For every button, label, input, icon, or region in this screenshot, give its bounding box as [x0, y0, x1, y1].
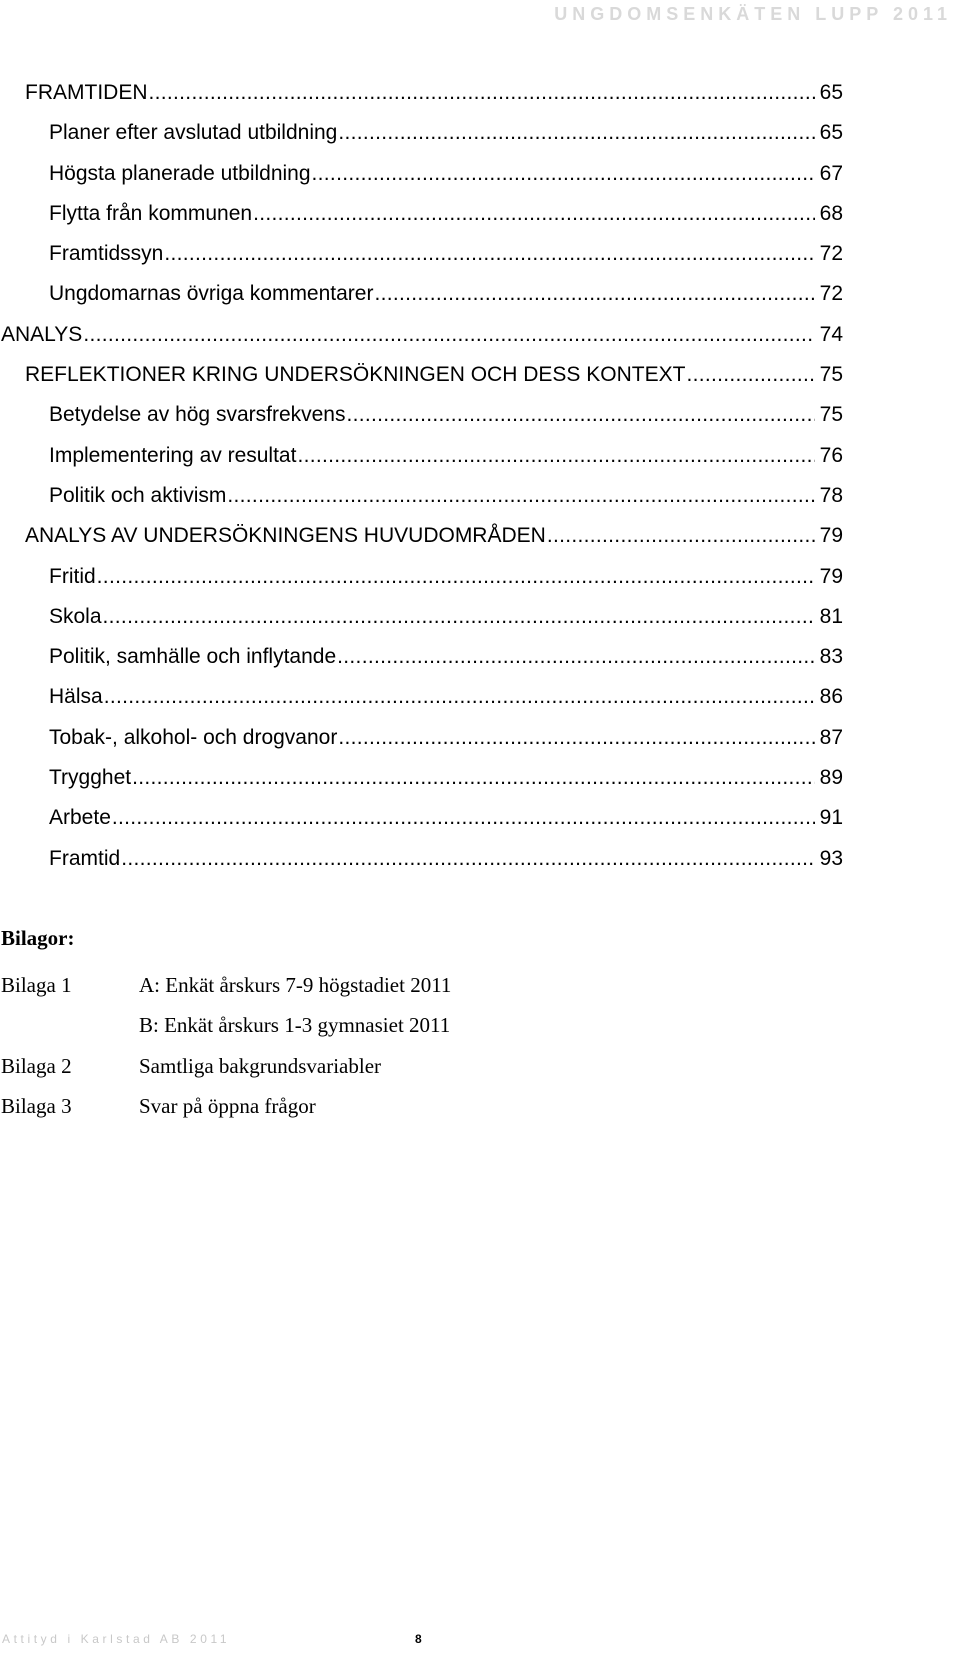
toc-entry-page: 72 — [819, 282, 843, 306]
footer-company: Attityd i Karlstad AB 2011 — [2, 1632, 231, 1646]
table-of-contents — [0, 73, 843, 879]
toc-entry-title: Politik, samhälle och inflytande — [49, 645, 337, 669]
page-footer — [0, 1632, 960, 1656]
appendix-label — [1, 1005, 139, 1045]
toc-entry-title: Flytta från kommunen — [49, 201, 253, 225]
appendix-description: A: Enkät årskurs 7-9 högstadiet 2011 — [139, 973, 452, 997]
toc-entry-title: ANALYS AV UNDERSÖKNINGENS HUVUDOMRÅDEN — [25, 524, 546, 548]
toc-entry[interactable] — [0, 274, 843, 314]
toc-entry[interactable] — [0, 637, 843, 677]
toc-leader-dots — [337, 637, 815, 677]
toc-entry[interactable] — [0, 436, 843, 476]
toc-entry[interactable] — [0, 677, 843, 717]
appendix-description: B: Enkät årskurs 1-3 gymnasiet 2011 — [139, 1013, 451, 1038]
toc-leader-dots — [686, 355, 815, 395]
toc-entry-page: 65 — [819, 121, 843, 145]
toc-entry-page: 74 — [819, 322, 843, 346]
toc-entry-title: Implementering av resultat — [49, 443, 297, 467]
toc-entry-page: 81 — [819, 604, 843, 628]
toc-entry[interactable] — [0, 395, 843, 435]
toc-leader-dots — [253, 194, 815, 234]
toc-entry-title: FRAMTIDEN — [25, 81, 148, 104]
toc-leader-dots — [83, 315, 815, 355]
page-number: 8 — [415, 1632, 422, 1646]
toc-entry-page: 67 — [819, 161, 843, 185]
toc-leader-dots — [97, 557, 815, 597]
toc-entry-page: 86 — [819, 685, 843, 709]
toc-entry-page: 72 — [819, 242, 843, 266]
toc-entry-title: Högsta planerade utbildning — [49, 161, 311, 185]
toc-entry-page: 93 — [819, 846, 843, 870]
toc-entry[interactable] — [0, 154, 843, 194]
toc-entry[interactable] — [0, 557, 843, 597]
toc-entry-title: Skola — [49, 604, 102, 628]
toc-entry[interactable] — [0, 839, 843, 879]
toc-entry[interactable] — [0, 194, 843, 234]
toc-entry-page: 83 — [819, 645, 843, 669]
toc-entry-title: Tobak-, alkohol- och drogvanor — [49, 725, 338, 749]
appendix-label: Bilaga 3 — [1, 1093, 72, 1118]
toc-entry-title: Arbete — [49, 806, 111, 830]
toc-entry[interactable] — [0, 315, 843, 355]
toc-entry-page: 76 — [819, 443, 843, 467]
appendix-description: Svar på öppna frågor — [139, 1093, 316, 1118]
toc-entry[interactable] — [0, 234, 843, 274]
toc-leader-dots — [338, 113, 815, 153]
appendix-list — [1, 918, 601, 1126]
toc-leader-dots — [164, 234, 815, 274]
toc-leader-dots — [103, 597, 815, 637]
toc-entry-title: Framtid — [49, 846, 121, 870]
toc-entry-title: Trygghet — [49, 766, 132, 790]
toc-entry[interactable] — [0, 597, 843, 637]
toc-entry-title: ANALYS — [1, 322, 83, 346]
toc-entry-title: Fritid — [49, 564, 96, 588]
toc-entry-page: 75 — [819, 403, 843, 427]
appendix-description: Samtliga bakgrundsvariabler — [139, 1053, 382, 1078]
toc-entry-title: Planer efter avslutad utbildning — [49, 121, 338, 145]
toc-entry[interactable] — [0, 516, 843, 556]
appendix-label: Bilaga 2 — [1, 1053, 72, 1078]
toc-entry[interactable] — [0, 113, 843, 153]
toc-leader-dots — [297, 436, 815, 476]
toc-entry[interactable] — [0, 758, 843, 798]
toc-entry-title: Politik och aktivism — [49, 483, 227, 507]
toc-entry[interactable] — [0, 73, 843, 113]
toc-entry-page: 87 — [819, 725, 843, 749]
appendix-label: Bilaga 1 — [1, 973, 72, 997]
appendix-row — [1, 1005, 601, 1045]
toc-leader-dots — [312, 154, 815, 194]
toc-entry-page: 65 — [819, 81, 843, 104]
toc-leader-dots — [374, 274, 815, 314]
toc-leader-dots — [227, 476, 815, 516]
toc-entry-page: 79 — [819, 524, 843, 548]
toc-entry-page: 79 — [819, 564, 843, 588]
toc-entry-page: 89 — [819, 766, 843, 790]
toc-entry-title: Ungdomarnas övriga kommentarer — [49, 282, 374, 306]
toc-entry-page: 68 — [819, 201, 843, 225]
toc-leader-dots — [338, 718, 815, 758]
toc-entry[interactable] — [0, 476, 843, 516]
toc-entry[interactable] — [0, 798, 843, 838]
toc-leader-dots — [112, 798, 815, 838]
toc-leader-dots — [132, 758, 815, 798]
toc-entry-title: Betydelse av hög svarsfrekvens — [49, 403, 346, 427]
appendix-row — [1, 1086, 601, 1126]
running-header: UNGDOMSENKÄTEN LUPP 2011 — [554, 4, 952, 24]
toc-entry-title: REFLEKTIONER KRING UNDERSÖKNINGEN OCH DESS KONTEXT — [25, 363, 686, 387]
toc-leader-dots — [104, 677, 815, 717]
toc-entry-page: 75 — [819, 363, 843, 387]
toc-entry[interactable] — [0, 355, 843, 395]
toc-entry-title: Hälsa — [49, 685, 103, 709]
toc-entry-title: Framtidssyn — [49, 242, 164, 266]
toc-entry-page: 91 — [819, 806, 843, 830]
appendix-row — [1, 965, 601, 1005]
appendix-row — [1, 1046, 601, 1086]
toc-entry[interactable] — [0, 718, 843, 758]
toc-leader-dots — [121, 839, 815, 879]
toc-entry-page: 78 — [819, 483, 843, 507]
toc-leader-dots — [346, 395, 815, 435]
toc-leader-dots — [547, 516, 815, 556]
toc-leader-dots — [149, 73, 816, 113]
appendix-heading: Bilagor: — [1, 926, 75, 950]
